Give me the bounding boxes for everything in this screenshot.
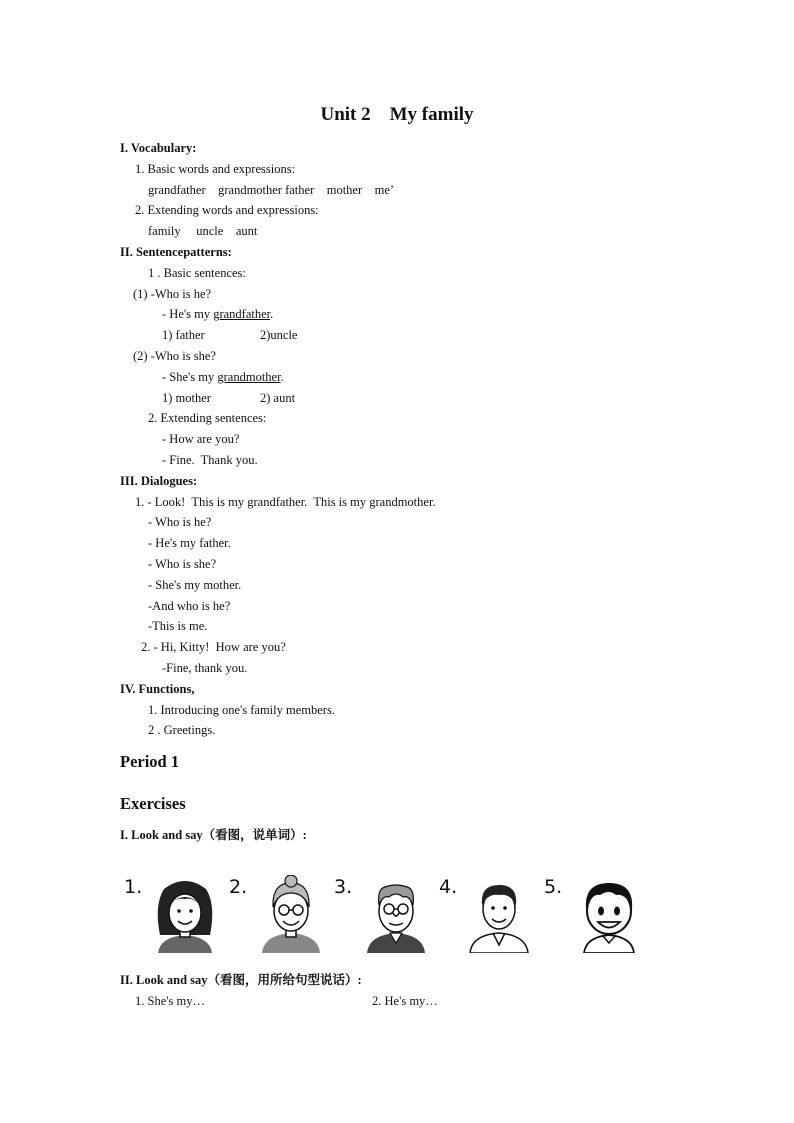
exercise-2-item: 2. He's my… bbox=[372, 994, 438, 1008]
extending-question: - How are you? bbox=[162, 432, 240, 446]
page-title: Unit 2 My family bbox=[320, 104, 474, 125]
exercise-2-heading: II. Look and say（看图，用所给句型说话）: bbox=[120, 973, 362, 987]
option-2a: 1) mother bbox=[162, 391, 211, 405]
exercises-heading: Exercises bbox=[120, 794, 186, 813]
boy-face-icon bbox=[576, 875, 642, 953]
dialogue-1-line: - She's my mother. bbox=[148, 578, 242, 592]
exercise-1-heading: I. Look and say（看图，说单词）: bbox=[120, 828, 307, 842]
picture-number: 3. bbox=[334, 876, 353, 898]
question-1: (1) -Who is he? bbox=[133, 287, 212, 301]
picture-number: 4. bbox=[439, 876, 458, 898]
option-1b: 2)uncle bbox=[260, 328, 298, 342]
dialogue-2-line: 2. - Hi, Kitty! How are you? bbox=[141, 640, 286, 654]
grandfather-face-icon bbox=[363, 875, 429, 953]
dialogue-1-line: -This is me. bbox=[148, 619, 208, 633]
functions-heading: IV. Functions, bbox=[120, 682, 195, 696]
basic-sentences-label: 1 . Basic sentences: bbox=[148, 266, 246, 280]
extending-words-list: family uncle aunt bbox=[148, 224, 258, 238]
dialogue-1-line: - Who is he? bbox=[148, 515, 212, 529]
dialogue-1-line: - Who is she? bbox=[148, 557, 217, 571]
picture-number: 1. bbox=[124, 876, 143, 898]
extending-answer: - Fine. Thank you. bbox=[162, 453, 258, 467]
sentence-patterns-heading: II. Sentencepatterns: bbox=[120, 245, 232, 259]
dialogue-1-line: 1. - Look! This is my grandfather. This is my grandmother. bbox=[135, 495, 436, 509]
picture-number: 2. bbox=[229, 876, 248, 898]
option-1a: 1) father bbox=[162, 328, 205, 342]
basic-words-label: 1. Basic words and expressions: bbox=[135, 162, 296, 176]
question-2: (2) -Who is she? bbox=[133, 349, 216, 363]
dialogue-1-line: - He's my father. bbox=[148, 536, 231, 550]
option-2b: 2) aunt bbox=[260, 391, 296, 405]
picture-number: 5. bbox=[544, 876, 563, 898]
answer-1: - He's my grandfather. bbox=[162, 307, 274, 321]
dialogues-heading: III. Dialogues: bbox=[120, 474, 198, 488]
function-item: 1. Introducing one's family members. bbox=[148, 703, 335, 717]
dialogue-1-line: -And who is he? bbox=[148, 599, 231, 613]
basic-words-list: grandfather grandmother father mother me’ bbox=[148, 183, 395, 197]
function-item: 2 . Greetings. bbox=[148, 723, 216, 737]
exercise-2-item: 1. She's my… bbox=[135, 994, 205, 1008]
mother-face-icon bbox=[152, 875, 218, 953]
dialogue-2-line: -Fine, thank you. bbox=[162, 661, 248, 675]
answer-2-underlined-word: grandmother bbox=[217, 370, 281, 384]
answer-1-underlined-word: grandfather bbox=[213, 307, 271, 321]
vocabulary-heading: I. Vocabulary: bbox=[120, 141, 197, 155]
grandmother-face-icon bbox=[258, 875, 324, 953]
father-face-icon bbox=[466, 875, 532, 953]
period-heading: Period 1 bbox=[120, 752, 180, 771]
extending-words-label: 2. Extending words and expressions: bbox=[135, 203, 319, 217]
answer-2: - She's my grandmother. bbox=[162, 370, 284, 384]
extending-sentences-label: 2. Extending sentences: bbox=[148, 411, 267, 425]
